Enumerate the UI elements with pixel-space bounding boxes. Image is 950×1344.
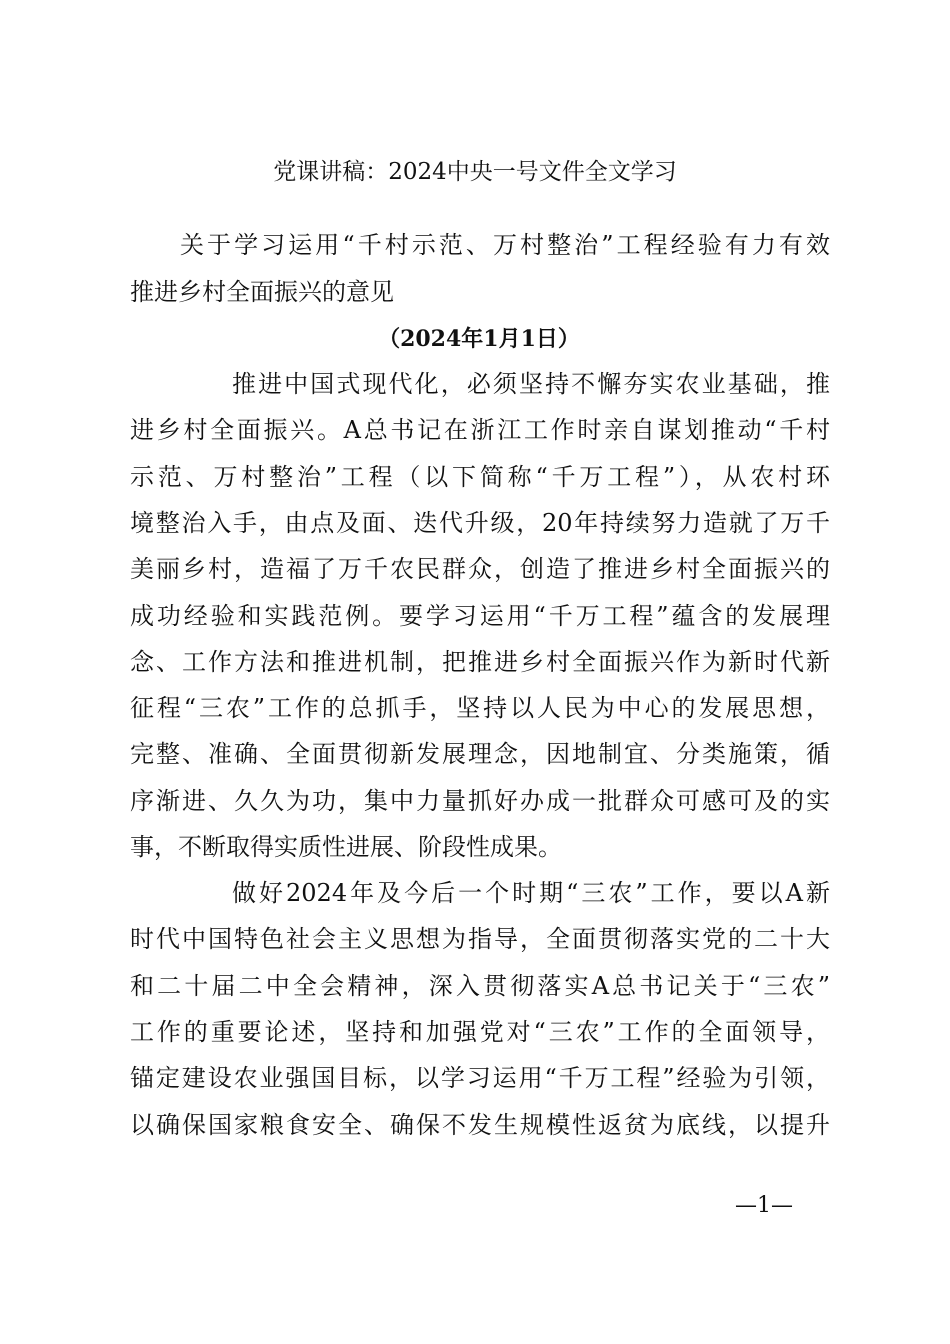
paragraph-line: 工作的重要论述，坚持和加强党对“三农”工作的全面领导， <box>130 1017 830 1046</box>
paragraph-line: 示范、万村整治”工程（以下简称“千万工程”），从农村环 <box>130 462 830 491</box>
paragraph-line: 成功经验和实践范例。要学习运用“千万工程”蕴含的发展理 <box>130 601 830 630</box>
subtitle-line: 关于学习运用“千村示范、万村整治”工程经验有力有效 <box>180 231 830 259</box>
paragraph-line: 以确保国家粮食安全、确保不发生规模性返贫为底线，以提升 <box>130 1110 830 1139</box>
paragraph-line: 完整、准确、全面贯彻新发展理念，因地制宜、分类施策，循 <box>130 740 830 769</box>
paragraph-line: 事，不断取得实质性进展、阶段性成果。 <box>130 833 562 861</box>
paragraph-line: 锚定建设农业强国目标，以学习运用“千万工程”经验为引领， <box>130 1064 830 1093</box>
page-number: —1— <box>735 1193 793 1218</box>
paragraph-line: 征程“三农”工作的总抓手，坚持以人民为中心的发展思想， <box>130 694 830 723</box>
document-date: （2024年1月1日） <box>378 326 580 352</box>
paragraph-line: 和二十届二中全会精神，深入贯彻落实A总书记关于“三农” <box>130 971 830 1000</box>
paragraph-line: 念、工作方法和推进机制，把推进乡村全面振兴作为新时代新 <box>130 647 830 676</box>
paragraph-line: 序渐进、久久为功，集中力量抓好办成一批群众可感可及的实 <box>130 786 830 815</box>
document-title: 党课讲稿：2024中央一号文件全文学习 <box>273 159 677 185</box>
paragraph-line: 进乡村全面振兴。A总书记在浙江工作时亲自谋划推动“千村 <box>130 416 830 445</box>
paragraph-line: 做好2024年及今后一个时期“三农”工作，要以A新 <box>232 879 830 907</box>
paragraph-line: 境整治入手，由点及面、迭代升级，20年持续努力造就了万千 <box>130 508 830 537</box>
subtitle-line: 推进乡村全面振兴的意见 <box>130 278 394 306</box>
paragraph-line: 时代中国特色社会主义思想为指导，全面贯彻落实党的二十大 <box>130 925 830 954</box>
paragraph-line: 推进中国式现代化，必须坚持不懈夯实农业基础，推 <box>232 370 830 398</box>
paragraph-line: 美丽乡村，造福了万千农民群众，创造了推进乡村全面振兴的 <box>130 555 830 584</box>
